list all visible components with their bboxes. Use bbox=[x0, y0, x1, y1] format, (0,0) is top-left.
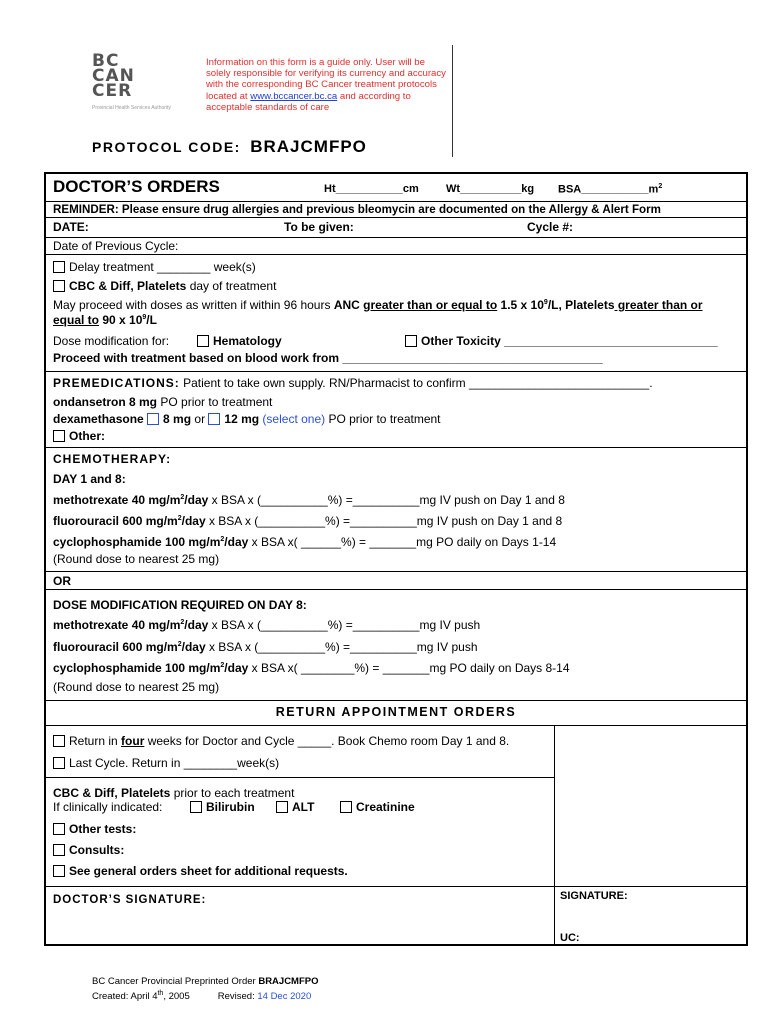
alt-item[interactable] bbox=[276, 800, 314, 814]
doctors-orders-form bbox=[44, 172, 748, 946]
proceed-l: /L, Platelets bbox=[547, 298, 615, 312]
return-four: four bbox=[121, 734, 145, 748]
drug-sup: 2 bbox=[177, 515, 182, 522]
chemo-round-note: (Round dose to nearest 25 mg) bbox=[53, 552, 220, 566]
drug-name: cyclophosphamide 100 mg/m bbox=[53, 661, 221, 675]
cbc-bold: CBC & Diff, Platelets bbox=[69, 279, 187, 293]
footer-revised-label: Revised: bbox=[217, 991, 258, 1003]
dose-mod-title: DOSE MODIFICATION REQUIRED ON DAY 8: bbox=[53, 598, 307, 612]
dexamethasone-line bbox=[53, 412, 441, 426]
premed-other-item[interactable] bbox=[53, 429, 105, 443]
doctor-signature-label[interactable]: DOCTOR’S SIGNATURE: bbox=[53, 894, 207, 906]
cbc-checkbox[interactable] bbox=[53, 280, 65, 292]
dose-modification-section bbox=[46, 590, 746, 701]
chemotherapy-section bbox=[46, 448, 746, 572]
other-tests-checkbox[interactable] bbox=[53, 823, 65, 835]
mod-round-note: (Round dose to nearest 25 mg) bbox=[53, 680, 220, 694]
general-orders-label: See general orders sheet for additional requests. bbox=[69, 864, 348, 878]
delay-label: Delay treatment ________ week(s) bbox=[69, 260, 256, 274]
drug-sup: 2 bbox=[177, 641, 182, 648]
prev-cycle-label[interactable]: Date of Previous Cycle: bbox=[53, 239, 179, 253]
protocol-label: PROTOCOL CODE: bbox=[92, 139, 241, 155]
return-b: weeks for Doctor and Cycle _____. Book Chemo room Day 1 and 8. bbox=[144, 734, 510, 748]
cbc-item[interactable] bbox=[53, 279, 276, 293]
return-a: Return in bbox=[69, 734, 122, 748]
drug-unit: /day bbox=[181, 514, 206, 528]
protocol-code bbox=[92, 137, 367, 157]
other-toxicity-checkbox[interactable] bbox=[405, 335, 417, 347]
last-cycle-checkbox[interactable] bbox=[53, 757, 65, 769]
dex-select-hint: (select one) bbox=[259, 412, 326, 426]
signature-top-line bbox=[46, 886, 746, 887]
other-toxicity-label: Other Toxicity ________________________________ bbox=[421, 334, 718, 348]
footer-revised-date: 14 Dec 2020 bbox=[257, 991, 312, 1003]
proceed-eq: equal to bbox=[53, 313, 100, 327]
return-four-weeks[interactable] bbox=[53, 734, 509, 748]
reminder-row bbox=[46, 202, 746, 218]
logo-subtitle: Provincial Health Services Authority bbox=[92, 105, 171, 111]
or-row bbox=[46, 572, 746, 590]
protocol-code-value: BRAJCMFPO bbox=[250, 137, 367, 156]
drug-name: fluorouracil 600 mg/m bbox=[53, 640, 178, 654]
logo-line-1: BC bbox=[92, 51, 120, 71]
creatinine-item[interactable] bbox=[340, 800, 415, 814]
bilirubin-label: Bilirubin bbox=[206, 800, 255, 814]
dex-8mg-checkbox[interactable] bbox=[147, 413, 159, 425]
chemo-line[interactable] bbox=[53, 514, 562, 528]
dex-12mg-label: 12 mg bbox=[224, 412, 260, 426]
proceed-val2: 90 x 10 bbox=[99, 313, 143, 327]
ondansetron-bold: ondansetron 8 mg bbox=[53, 395, 158, 409]
premed-other-checkbox[interactable] bbox=[53, 430, 65, 442]
drug-unit: /day bbox=[224, 535, 249, 549]
proceed-val: 1.5 x 10 bbox=[497, 298, 544, 312]
dexamethasone-bold: dexamethasone bbox=[53, 412, 144, 426]
uc-label[interactable]: UC: bbox=[560, 932, 580, 944]
drug-name: fluorouracil 600 mg/m bbox=[53, 514, 178, 528]
premed-other-label: Other: bbox=[69, 429, 105, 443]
chemo-line[interactable] bbox=[53, 535, 556, 549]
other-toxicity-item[interactable] bbox=[405, 334, 718, 348]
cbc-rest: day of treatment bbox=[186, 279, 277, 293]
prev-cycle-row bbox=[46, 238, 746, 255]
footer-created-sup: th bbox=[157, 990, 164, 997]
proceed-exp: 9 bbox=[543, 299, 548, 306]
drug-unit: /day bbox=[184, 618, 209, 632]
drug-rest: x BSA x (__________%) =__________mg IV push on Day 1 and 8 bbox=[208, 493, 565, 507]
form-header-row bbox=[46, 174, 746, 202]
drug-sup: 2 bbox=[220, 662, 225, 669]
chemo-label: CHEMOTHERAPY: bbox=[53, 452, 172, 466]
drug-sup: 2 bbox=[220, 536, 225, 543]
logo-line-2: CAN bbox=[92, 66, 135, 86]
ondansetron-rest: PO prior to treatment bbox=[157, 395, 273, 409]
return-title: RETURN APPOINTMENT ORDERS bbox=[275, 705, 517, 719]
mod-line[interactable] bbox=[53, 661, 570, 675]
treatment-section bbox=[46, 255, 746, 372]
drug-sup: 2 bbox=[180, 619, 185, 626]
chemo-day-label: DAY 1 and 8: bbox=[53, 472, 126, 486]
creatinine-label: Creatinine bbox=[356, 800, 415, 814]
drug-rest: x BSA x (__________%) =__________mg IV push bbox=[205, 640, 478, 654]
drug-rest: x BSA x( ______%) = _______mg PO daily on Days 1-14 bbox=[248, 535, 557, 549]
mod-line[interactable] bbox=[53, 640, 478, 654]
creatinine-checkbox[interactable] bbox=[340, 801, 352, 813]
drug-name: cyclophosphamide 100 mg/m bbox=[53, 535, 221, 549]
premedications-section bbox=[46, 372, 746, 448]
chemo-line[interactable] bbox=[53, 493, 565, 507]
return-cbc-bold: CBC & Diff, Platelets bbox=[53, 786, 171, 800]
return-cbc-rest: prior to each treatment bbox=[170, 786, 295, 800]
footer-line-1 bbox=[92, 976, 319, 988]
header-divider bbox=[452, 45, 453, 157]
hematology-checkbox[interactable] bbox=[197, 335, 209, 347]
proceed-gte: greater than or equal to bbox=[363, 298, 498, 312]
footer-created: Created: April 4 bbox=[92, 991, 158, 1003]
drug-name: methotrexate 40 mg/m bbox=[53, 618, 181, 632]
weight-field[interactable]: Wt__________kg bbox=[446, 183, 535, 195]
bilirubin-item[interactable] bbox=[190, 800, 255, 814]
form-title: DOCTOR’S ORDERS bbox=[53, 177, 220, 196]
other-tests-label: Other tests: bbox=[69, 822, 137, 836]
general-orders-checkbox[interactable] bbox=[53, 865, 65, 877]
proceed-anc: ANC bbox=[333, 298, 364, 312]
drug-name: methotrexate 40 mg/m bbox=[53, 493, 181, 507]
proceed-condition bbox=[53, 298, 703, 312]
signature-label[interactable]: SIGNATURE: bbox=[560, 890, 628, 902]
footer-created-year: , 2005 bbox=[163, 991, 190, 1003]
dose-mod-label: Dose modification for: bbox=[53, 334, 170, 348]
consults-label: Consults: bbox=[69, 843, 125, 857]
hematology-label: Hematology bbox=[213, 334, 282, 348]
bsa-field[interactable] bbox=[558, 183, 662, 196]
consults-checkbox[interactable] bbox=[53, 844, 65, 856]
drug-unit: /day bbox=[184, 493, 209, 507]
to-be-given-label[interactable]: To be given: bbox=[284, 220, 354, 234]
consults-item[interactable] bbox=[53, 843, 124, 857]
bsa-label: BSA___________m bbox=[558, 183, 659, 196]
bccancer-link[interactable]: www.bccancer.bc.ca bbox=[250, 90, 338, 102]
footer-order-text: BC Cancer Provincial Preprinted Order bbox=[92, 976, 259, 987]
return-cbc-line bbox=[53, 786, 294, 800]
premed-text: Patient to take own supply. RN/Pharmacist to confirm ___________________________. bbox=[179, 376, 653, 390]
drug-unit: /day bbox=[224, 661, 249, 675]
last-cycle-item[interactable] bbox=[53, 756, 279, 770]
proceed-gt: greater than or bbox=[614, 298, 703, 312]
form-footer bbox=[92, 976, 319, 1003]
delay-treatment-item[interactable] bbox=[53, 260, 256, 274]
or-label: OR bbox=[53, 574, 71, 588]
return-checkbox[interactable] bbox=[53, 735, 65, 747]
bilirubin-checkbox[interactable] bbox=[190, 801, 202, 813]
return-title-row bbox=[46, 701, 746, 726]
proceed-condition-2 bbox=[53, 313, 157, 327]
height-field[interactable]: Ht___________cm bbox=[324, 183, 419, 195]
logo-line-3: CER bbox=[92, 81, 133, 101]
bsa-sup: 2 bbox=[658, 183, 663, 190]
last-cycle-label: Last Cycle. Return in ________week(s) bbox=[69, 756, 280, 770]
if-clinically-label: If clinically indicated: bbox=[53, 800, 163, 814]
ondansetron-line bbox=[53, 395, 272, 409]
disclaimer-tail: and according to acceptable standards of care bbox=[206, 90, 411, 113]
premed-header bbox=[53, 376, 653, 390]
proceed-exp2: 9 bbox=[142, 314, 147, 321]
general-orders-item[interactable] bbox=[53, 864, 348, 878]
premed-label: PREMEDICATIONS: bbox=[53, 376, 180, 390]
proceed-a: May proceed with doses as written if within 96 hours bbox=[53, 298, 334, 312]
disclaimer-notice bbox=[206, 57, 446, 113]
dex-12mg-checkbox[interactable] bbox=[208, 413, 220, 425]
footer-code: BRAJCMFPO bbox=[258, 976, 319, 987]
drug-sup: 2 bbox=[180, 494, 185, 501]
other-tests-item[interactable] bbox=[53, 822, 136, 836]
drug-rest: x BSA x( ________%) = _______mg PO daily on Days 8-14 bbox=[248, 661, 570, 675]
return-section bbox=[46, 726, 746, 886]
bc-cancer-logo bbox=[92, 51, 187, 124]
proceed-bloodwork[interactable]: Proceed with treatment based on blood work from _______________________________________ bbox=[53, 351, 603, 365]
drug-rest: x BSA x (__________%) =__________mg IV push bbox=[208, 618, 481, 632]
alt-label: ALT bbox=[292, 800, 315, 814]
cycle-label[interactable]: Cycle #: bbox=[527, 220, 574, 234]
dex-rest: PO prior to treatment bbox=[325, 412, 441, 426]
disclaimer-text: Information on this form is a guide only. User will be solely responsible for verifying its currency and accuracy with the corresponding BC Cancer treatment protocols located at bbox=[206, 57, 446, 102]
drug-unit: /day bbox=[181, 640, 206, 654]
delay-checkbox[interactable] bbox=[53, 261, 65, 273]
hematology-item[interactable] bbox=[197, 334, 282, 348]
proceed-l2: /L bbox=[146, 313, 157, 327]
dex-8mg-label: 8 mg bbox=[163, 412, 192, 426]
alt-checkbox[interactable] bbox=[276, 801, 288, 813]
date-label[interactable]: DATE: bbox=[53, 220, 89, 234]
date-row bbox=[46, 218, 746, 238]
mod-line[interactable] bbox=[53, 618, 480, 632]
footer-line-2 bbox=[92, 988, 319, 1003]
drug-rest: x BSA x (__________%) =__________mg IV push on Day 1 and 8 bbox=[205, 514, 563, 528]
reminder-text: REMINDER: Please ensure drug allergies and previous bleomycin are documented on the Allergy & Alert Form bbox=[53, 203, 661, 216]
dex-or: or bbox=[191, 412, 209, 426]
